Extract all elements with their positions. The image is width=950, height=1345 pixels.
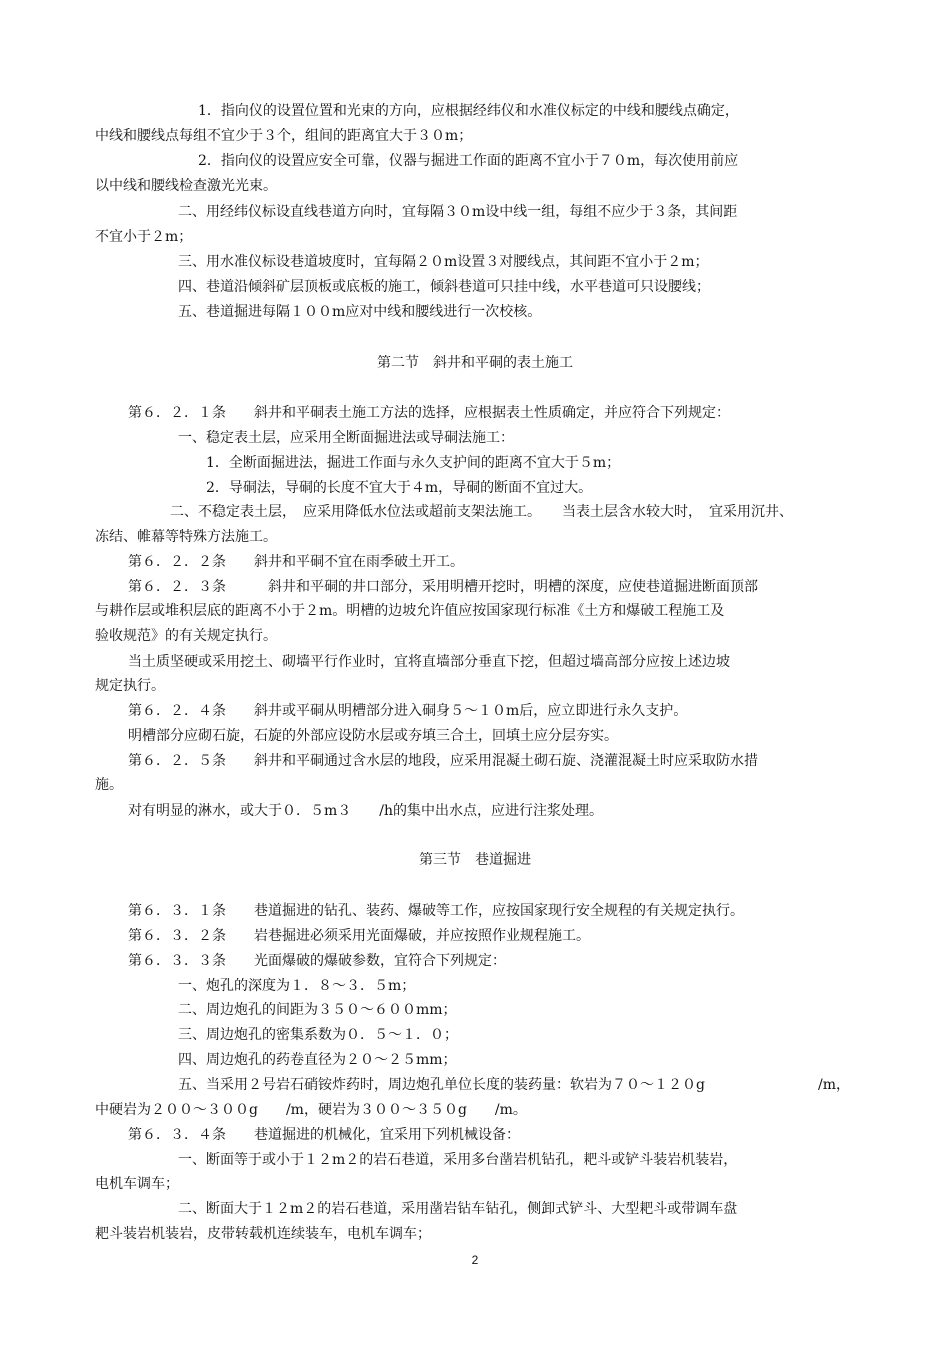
article-line: 第６．２．５条 斜井和平硐通过含水层的地段，应采用混凝土砌石旋、浇灌混凝土时应采取防水措 [128,753,758,769]
text-line: 四、周边炮孔的药卷直径为２０～２５mm； [178,1052,457,1068]
article-line: 第６．３．１条 巷道掘进的钻孔、装药、爆破等工作，应按国家现行安全规程的有关规定执行。 [128,903,744,919]
text-line: 验收规范》的有关规定执行。 [95,628,277,644]
article-line: 第６．３．２条 岩巷掘进必须采用光面爆破，并应按照作业规程施工。 [128,928,590,944]
text-line: 对有明显的淋水，或大于０．５m３ /h的集中出水点，应进行注浆处理。 [128,803,604,819]
text-line: 中硬岩为２００～３００g /m，硬岩为３００～３５０g /m。 [95,1102,527,1118]
text-line: 与耕作层或堆积层底的距离不小于２m。明槽的边坡允许值应按国家现行标准《土方和爆破工程施工及 [95,603,725,619]
text-line: 二、断面大于１２m２的岩石巷道，采用凿岩钻车钻孔，侧卸式铲斗、大型耙斗或带调车盘 [178,1201,738,1217]
text-line: 1．指向仪的设置位置和光束的方向，应根据经纬仪和水准仪标定的中线和腰线点确定， [198,103,739,119]
text-line: 以中线和腰线检查激光光束。 [95,178,277,194]
text-line: 当土质坚硬或采用挖土、砌墙平行作业时，宜将直墙部分垂直下挖，但超过墙高部分应按上述边坡 [128,654,730,670]
text-line: 二、周边炮孔的间距为３５０～６００mm； [178,1002,457,1018]
text-line: 三、周边炮孔的密集系数为０．５～１．０； [178,1027,458,1043]
text-line: 四、巷道沿倾斜矿层顶板或底板的施工，倾斜巷道可只挂中线，水平巷道可只设腰线； [178,279,710,295]
text-line: 明槽部分应砌石旋，石旋的外部应设防水层或夯填三合土，回填土应分层夯实。 [128,728,618,744]
text-line: 五、当采用２号岩石硝铵炸药时，周边炮孔单位长度的装药量：软岩为７０～１２０g [178,1077,705,1093]
text-line: 冻结、帷幕等特殊方法施工。 [95,529,277,545]
article-line: 第６．３．３条 光面爆破的爆破参数，宜符合下列规定： [128,953,506,969]
article-line: 第６．２．２条 斜井和平硐不宜在雨季破土开工。 [128,554,464,570]
page-number: 2 [471,1253,479,1267]
text-line: 中线和腰线点每组不宜少于３个，组间的距离宜大于３０m； [95,128,473,144]
text-line: 2．导硐法，导硐的长度不宜大于４m，导硐的断面不宜过大。 [206,480,593,496]
section-heading: 第三节 巷道掘进 [419,852,531,868]
text-line-tail: /m， [818,1077,850,1093]
text-line: 五、巷道掘进每隔１００m应对中线和腰线进行一次校核。 [178,304,542,320]
text-line: 一、炮孔的深度为１．８～３．５m； [178,978,416,994]
text-line: 施。 [95,777,123,793]
text-line: 1．全断面掘进法，掘进工作面与永久支护间的距离不宜大于５m； [206,455,621,471]
text-line: 不宜小于２m； [95,229,193,245]
text-line: 电机车调车； [95,1176,179,1192]
article-line: 第６．２．３条 斜井和平硐的井口部分，采用明槽开挖时，明槽的深度，应使巷道掘进断面顶部 [128,579,758,595]
text-line: 耙斗装岩机装岩，皮带转载机连续装车，电机车调车； [95,1226,431,1242]
text-line: 规定执行。 [95,678,165,694]
article-line: 第６．３．４条 巷道掘进的机械化，宜采用下列机械设备： [128,1127,520,1143]
section-heading: 第二节 斜井和平硐的表土施工 [377,355,573,371]
text-line: 一、稳定表土层，应采用全断面掘进法或导硐法施工： [178,430,514,446]
article-line: 第６．２．４条 斜井或平硐从明槽部分进入硐身５～１０m后，应立即进行永久支护。 [128,703,688,719]
text-line: 2．指向仪的设置应安全可靠，仪器与掘进工作面的距离不宜小于７０m，每次使用前应 [198,153,739,169]
article-line: 第６．２．１条 斜井和平硐表土施工方法的选择，应根据表土性质确定，并应符合下列规定： [128,405,730,421]
text-line: 二、用经纬仪标设直线巷道方向时，宜每隔３０m设中线一组，每组不应少于３条，其间距 [178,204,738,220]
text-line: 三、用水准仪标设巷道坡度时，宜每隔２０m设置３对腰线点，其间距不宜小于２m； [178,254,709,270]
text-line: 二、不稳定表土层， 应采用降低水位法或超前支架法施工。 当表土层含水较大时， 宜采用沉井、 [170,504,793,520]
text-line: 一、断面等于或小于１２m２的岩石巷道，采用多台凿岩机钻孔，耙斗或铲斗装岩机装岩， [178,1152,738,1168]
